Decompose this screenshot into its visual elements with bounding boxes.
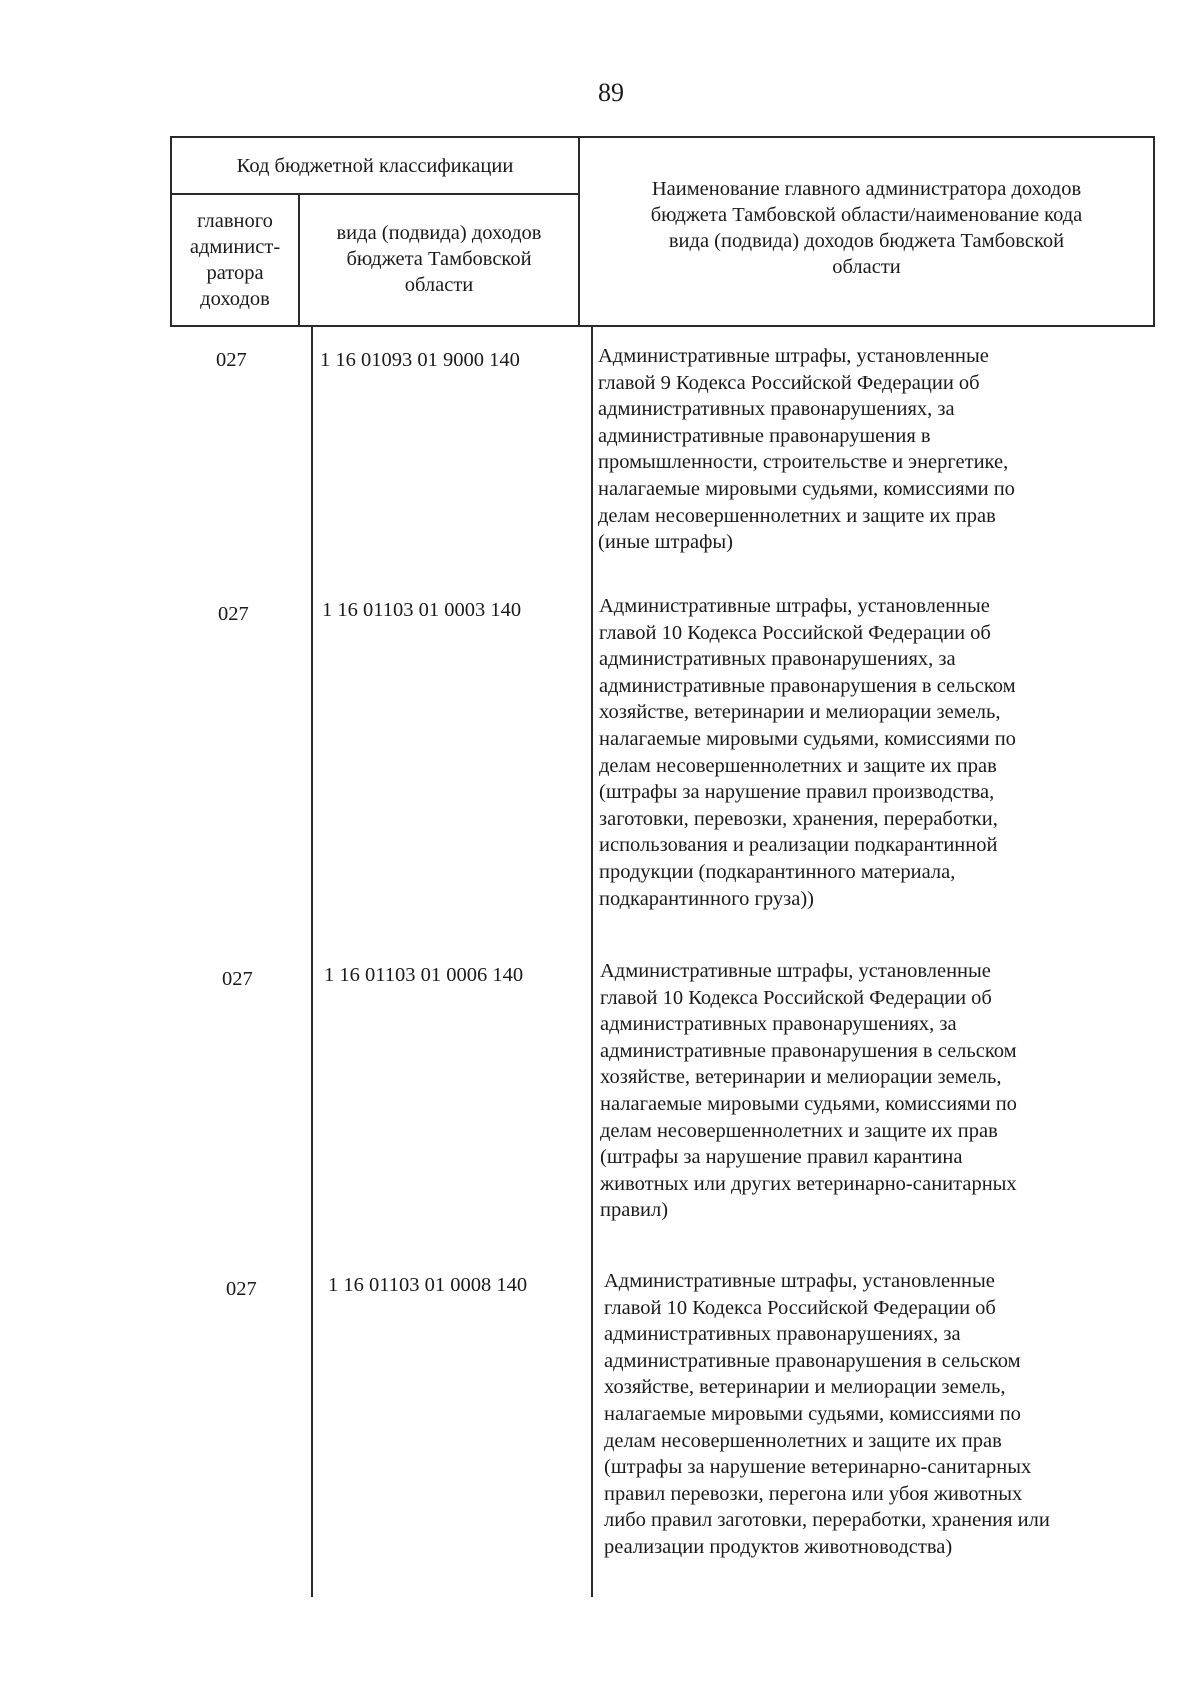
row-description-line: правил): [600, 1199, 669, 1222]
row-description: [598, 343, 1015, 556]
row-description-line: административные правонарушения в сельском: [604, 1349, 1021, 1372]
row-description-line: налагаемые мировыми судьями, комиссиями по: [600, 1092, 1017, 1115]
row-description-line: хозяйстве, ветеринарии и мелиорации земель,: [604, 1376, 1006, 1399]
row-description-line: животных или других ветеринарно-санитарных: [600, 1172, 1017, 1195]
row-description-line: Административные штрафы, установленные: [598, 345, 989, 367]
row-description-line: Административные штрафы, установленные: [604, 1270, 995, 1292]
header-col-name-line: вида (подвида) доходов бюджета Тамбовской: [668, 230, 1065, 252]
body-divider-1: [311, 326, 313, 1597]
header-col-admin-line: главного: [197, 210, 273, 232]
row-description-line: административных правонарушениях, за: [599, 648, 956, 671]
row-budget-code: 1 16 01103 01 0006 140: [324, 964, 524, 986]
row-description-line: (штрафы за нарушение ветеринарно-санитарных: [604, 1456, 1032, 1479]
row-description-line: административные правонарушения в сельском: [599, 674, 1016, 697]
row-description-line: налагаемые мировыми судьями, комиссиями по: [599, 727, 1016, 750]
row-description-line: административных правонарушениях, за: [604, 1323, 961, 1346]
row-description: [604, 1268, 1050, 1561]
row-description-line: главой 9 Кодекса Российской Федерации об: [598, 371, 980, 394]
header-col-name-line: области: [832, 256, 901, 278]
row-budget-code: 1 16 01103 01 0003 140: [322, 599, 522, 621]
row-description-line: налагаемые мировыми судьями, комиссиями по: [604, 1402, 1021, 1425]
row-description: [599, 593, 1016, 912]
row-description-line: налагаемые мировыми судьями, комиссиями по: [598, 477, 1015, 500]
header-col-code: [300, 220, 578, 298]
row-description-line: делам несовершеннолетних и защите их прав: [600, 1119, 998, 1142]
row-budget-code: 1 16 01103 01 0008 140: [328, 1274, 528, 1296]
row-description-line: административные правонарушения в: [598, 424, 931, 447]
row-description-line: заготовки, перевозки, хранения, переработки,: [599, 807, 998, 830]
page-number: 89: [598, 78, 624, 107]
row-description-line: (иные штрафы): [598, 531, 733, 554]
row-description-line: делам несовершеннолетних и защите их прав: [604, 1429, 1002, 1452]
header-right-border: [1153, 136, 1155, 326]
header-col-code-line: бюджета Тамбовской: [346, 248, 532, 270]
header-col-code-line: вида (подвида) доходов: [336, 222, 542, 244]
row-description-line: промышленности, строительстве и энергетике,: [598, 451, 1009, 474]
row-description-line: главой 10 Кодекса Российской Федерации об: [604, 1296, 996, 1319]
body-divider-2: [591, 326, 593, 1597]
row-admin-code: 027: [226, 1278, 257, 1300]
row-description-line: административные правонарушения в сельском: [600, 1039, 1017, 1062]
row-description-line: (штрафы за нарушение правил карантина: [600, 1146, 963, 1169]
row-description-line: хозяйстве, ветеринарии и мелиорации земель,: [599, 701, 1001, 724]
header-col-admin-line: доходов: [200, 288, 270, 310]
row-description-line: (штрафы за нарушение правил производства,: [599, 781, 995, 804]
row-description-line: административных правонарушениях, за: [598, 398, 955, 421]
row-admin-code: 027: [222, 968, 253, 990]
row-description-line: главой 10 Кодекса Российской Федерации об: [600, 986, 992, 1009]
row-description-line: административных правонарушениях, за: [600, 1013, 957, 1036]
row-description-line: продукции (подкарантинного материала,: [599, 860, 956, 883]
row-admin-code: 027: [216, 349, 247, 371]
header-col-admin: [172, 208, 298, 312]
header-col-name: [580, 176, 1153, 280]
header-col-code-line: области: [404, 274, 474, 296]
row-description: [600, 958, 1017, 1224]
header-group-title: Код бюджетной классификации: [236, 155, 514, 177]
header-col-name-line: Наименование главного администратора доходов: [651, 178, 1082, 200]
row-admin-code: 027: [218, 603, 249, 625]
row-description-line: делам несовершеннолетних и защите их прав: [598, 504, 996, 527]
header-subdivider: [170, 193, 580, 195]
row-description-line: хозяйстве, ветеринарии и мелиорации земель,: [600, 1066, 1002, 1089]
header-col-admin-line: ратора: [206, 262, 264, 284]
row-description-line: реализации продуктов животноводства): [604, 1535, 953, 1558]
row-description-line: главой 10 Кодекса Российской Федерации об: [599, 621, 991, 644]
row-description-line: делам несовершеннолетних и защите их прав: [599, 754, 997, 777]
row-description-line: правил перевозки, перегона или убоя животных: [604, 1482, 1023, 1505]
header-top-border: [170, 136, 1155, 138]
row-description-line: либо правил заготовки, переработки, хранения или: [604, 1509, 1050, 1532]
row-budget-code: 1 16 01093 01 9000 140: [320, 349, 520, 371]
header-col-name-line: бюджета Тамбовской области/наименование кода: [650, 204, 1083, 226]
row-description-line: Административные штрафы, установленные: [600, 960, 991, 982]
row-description-line: использования и реализации подкарантинной: [599, 834, 998, 857]
header-col-admin-line: админист-: [189, 236, 281, 258]
row-description-line: подкарантинного груза)): [599, 887, 815, 910]
header-bottom-border: [170, 325, 1155, 327]
row-description-line: Административные штрафы, установленные: [599, 595, 990, 617]
